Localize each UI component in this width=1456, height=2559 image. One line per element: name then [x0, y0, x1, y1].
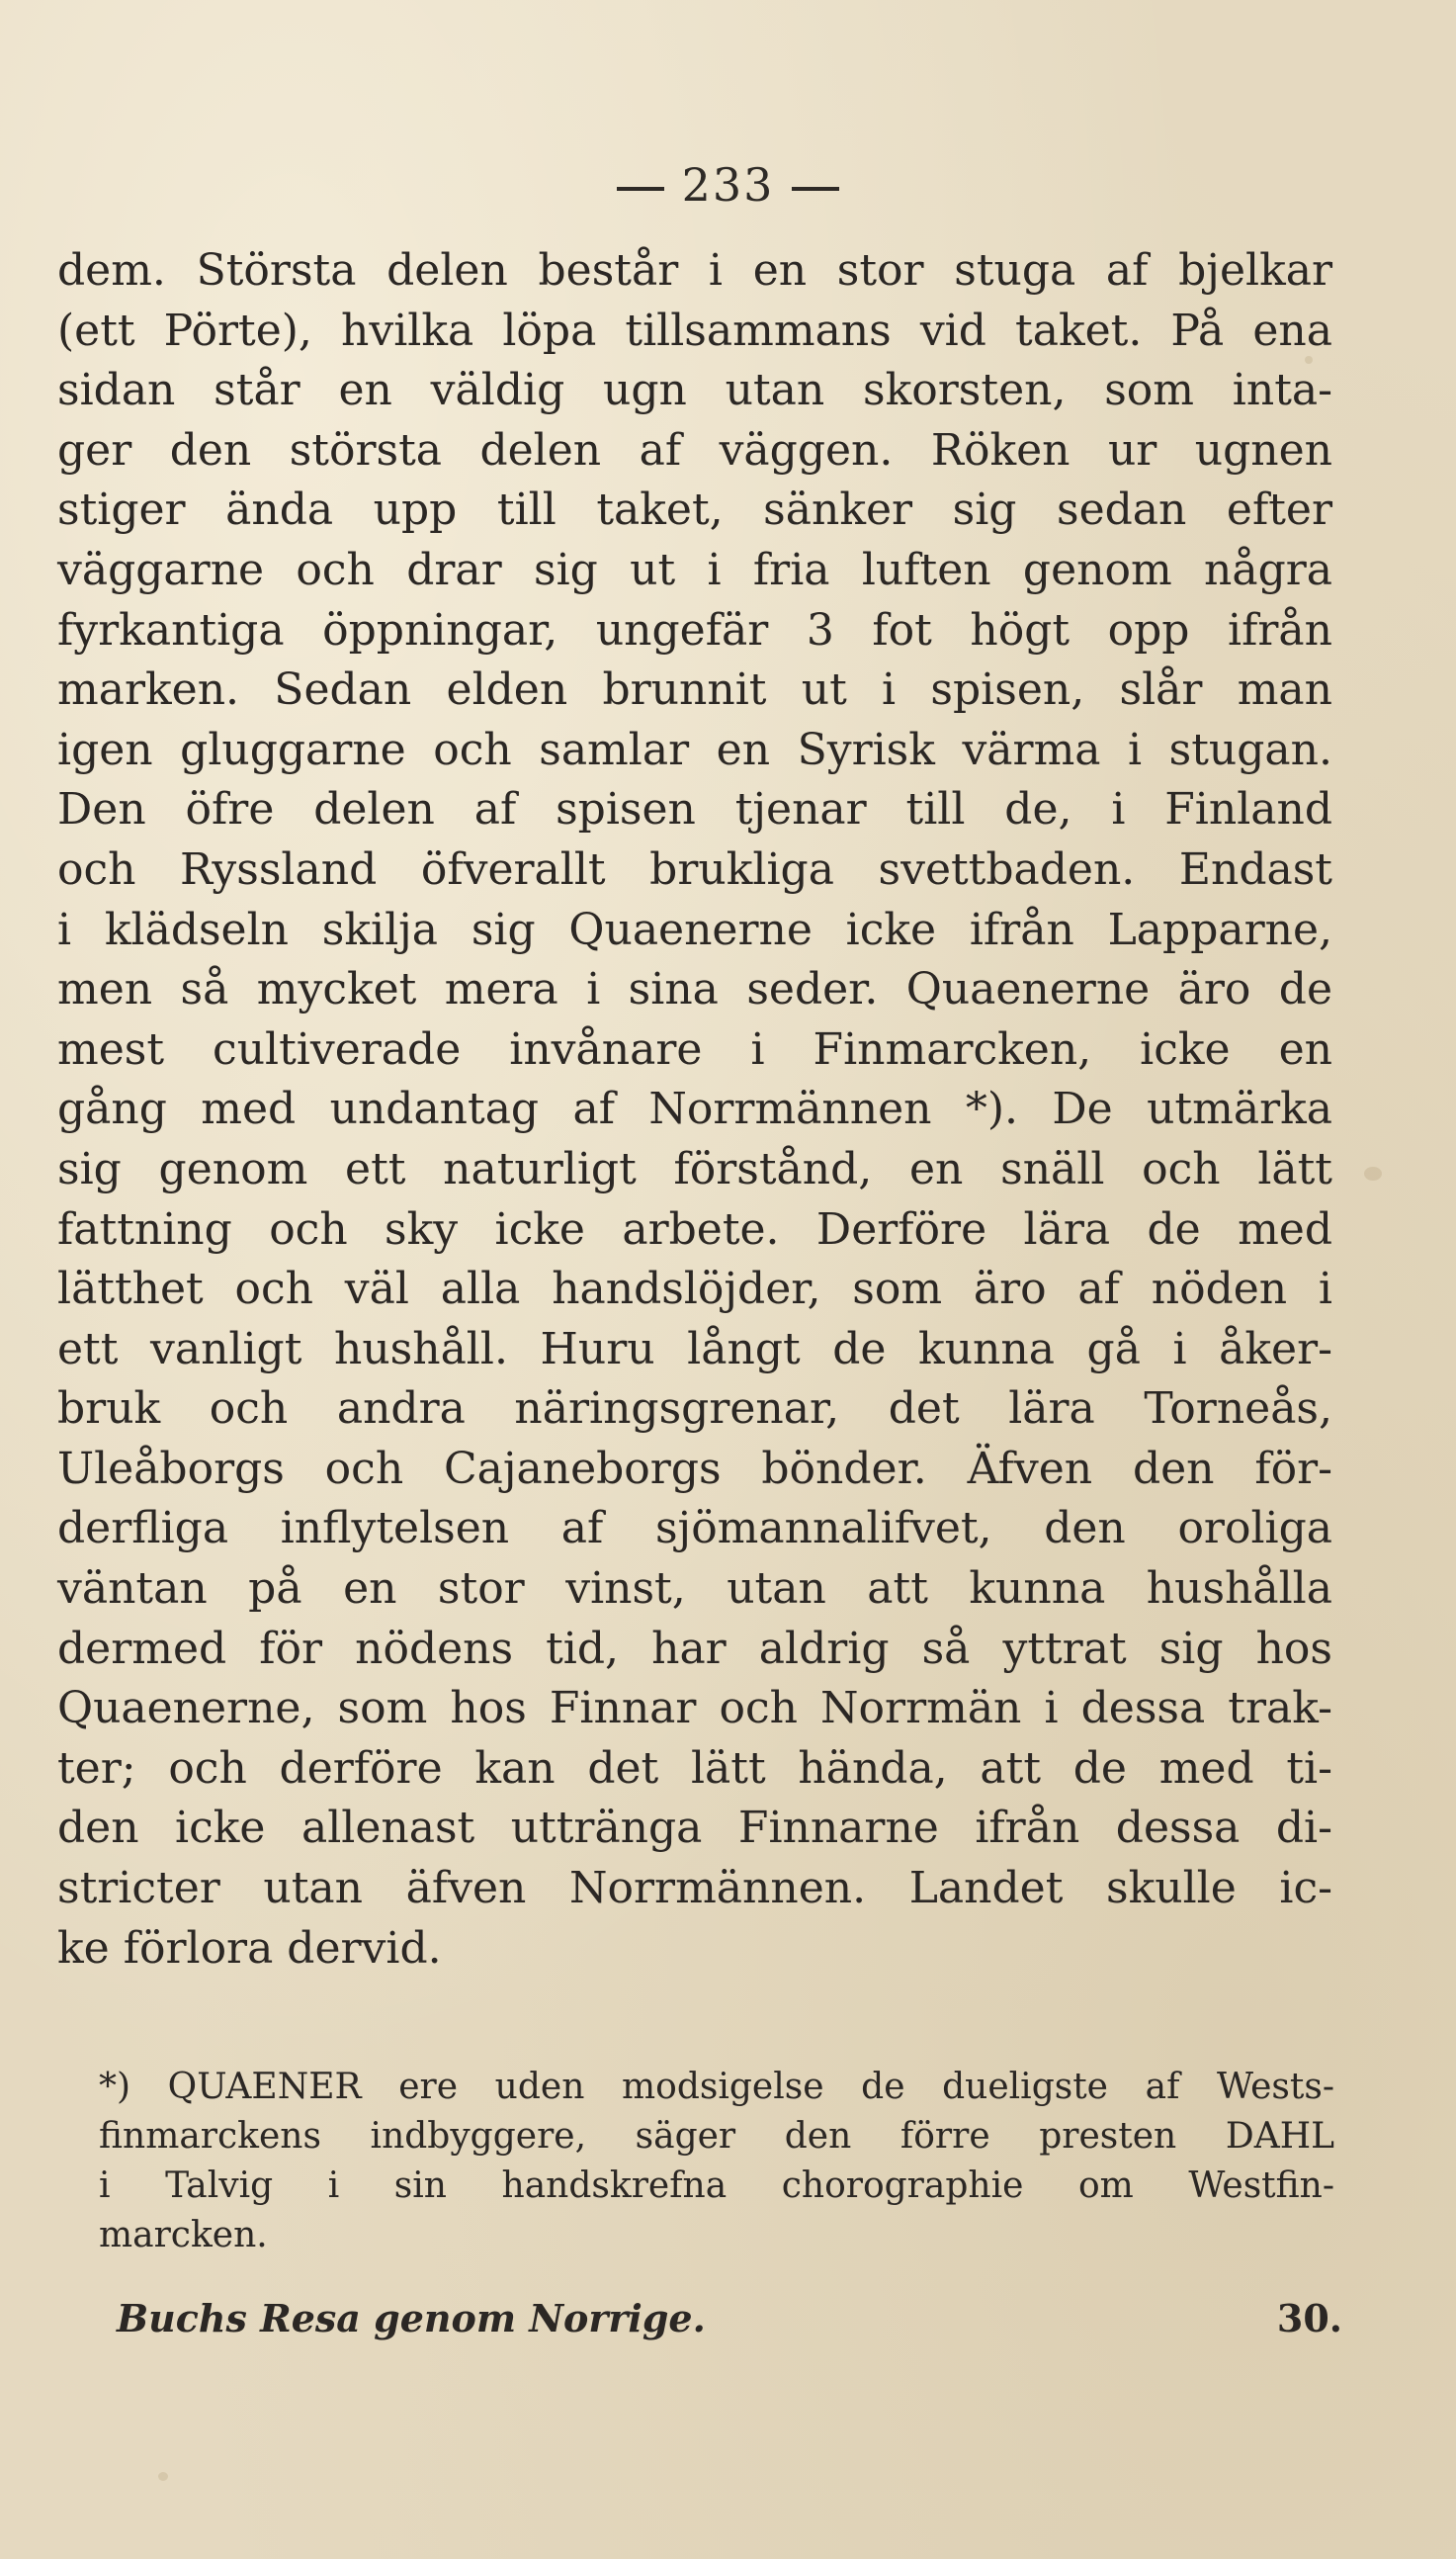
text-line: ke förlora dervid. — [57, 1922, 442, 1974]
body-text — [57, 241, 1332, 1979]
text-line: dermed för nödens tid, har aldrig så yttrat sig hos — [57, 1623, 1332, 1674]
foxing-spot — [158, 2472, 168, 2481]
text-line: dem. Största delen består i en stor stuga af bjelkar — [57, 245, 1332, 296]
footnote-line: *) QUAENER ere uden modsigelse de dueligste af Wests- — [99, 2067, 1334, 2107]
footnote-line: marcken. — [99, 2215, 268, 2255]
text-line: den icke allenast uttränga Finnarne ifrån dessa di- — [57, 1803, 1332, 1854]
footnote-line: finmarckens indbyggere, säger den förre presten DAHL — [99, 2116, 1334, 2157]
foxing-spot — [1364, 1167, 1382, 1181]
signature-title: Buchs Resa genom Norrige. — [117, 2296, 706, 2340]
text-line: sig genom ett naturligt förstånd, en snäll och lätt — [57, 1143, 1332, 1194]
text-line: igen gluggarne och samlar en Syrisk värma i stugan. — [57, 724, 1332, 775]
text-line: men så mycket mera i sina seder. Quaenerne äro de — [57, 964, 1332, 1015]
text-line: ger den största delen af väggen. Röken ur ugnen — [57, 424, 1332, 476]
text-line: fattning och sky icke arbete. Derföre lära de med — [57, 1203, 1332, 1255]
text-line: bruk och andra näringsgrenar, det lära Torneås, — [57, 1383, 1332, 1435]
text-line: mest cultiverade invånare i Finmarcken, icke en — [57, 1023, 1332, 1075]
page-number: 233 — [681, 158, 775, 212]
text-line: fyrkantiga öppningar, ungefär 3 fot högt opp ifrån — [57, 604, 1332, 656]
text-line: stiger ända upp till taket, sänker sig sedan efter — [57, 485, 1332, 536]
text-line: Uleåborgs och Cajaneborgs bönder. Äfven den för- — [57, 1443, 1332, 1494]
footnote-line: i Talvig i sin handskrefna chorographie om Westfin- — [99, 2165, 1334, 2206]
text-line: ett vanligt hushåll. Huru långt de kunna gå i åker- — [57, 1323, 1332, 1374]
signature-mark: 30. — [1276, 2296, 1342, 2340]
text-line: derfliga inflytelsen af sjömannalifvet, den oroliga — [57, 1503, 1332, 1554]
printer-signature-line — [117, 2296, 1342, 2340]
text-line: Den öfre delen af spisen tjenar till de, i Finland — [57, 784, 1332, 836]
footnote — [99, 2063, 1334, 2260]
text-line: sidan står en väldig ugn utan skorsten, som inta- — [57, 365, 1332, 416]
text-line: lätthet och väl alla handslöjder, som äro af nöden i — [57, 1264, 1332, 1315]
text-line: gång med undantag af Norrmännen *). De utmärka — [57, 1084, 1332, 1135]
text-line: marken. Sedan elden brunnit ut i spisen, slår man — [57, 664, 1332, 716]
header-dash-right — [792, 187, 839, 191]
header-dash-left — [617, 187, 664, 191]
text-line: (ett Pörte), hvilka löpa tillsammans vid taket. På ena — [57, 305, 1332, 356]
text-line: Quaenerne, som hos Finnar och Norrmän i dessa trak- — [57, 1683, 1332, 1734]
page-header — [0, 158, 1456, 212]
text-line: ter; och derföre kan det lätt hända, att de med ti- — [57, 1742, 1332, 1794]
text-line: och Ryssland öfverallt brukliga svettbaden. Endast — [57, 843, 1332, 895]
text-line: stricter utan äfven Norrmännen. Landet skulle ic- — [57, 1863, 1332, 1914]
text-line: väntan på en stor vinst, utan att kunna hushålla — [57, 1563, 1332, 1615]
text-line: i klädseln skilja sig Quaenerne icke ifrån Lapparne, — [57, 904, 1332, 955]
text-line: väggarne och drar sig ut i fria luften genom några — [57, 544, 1332, 595]
